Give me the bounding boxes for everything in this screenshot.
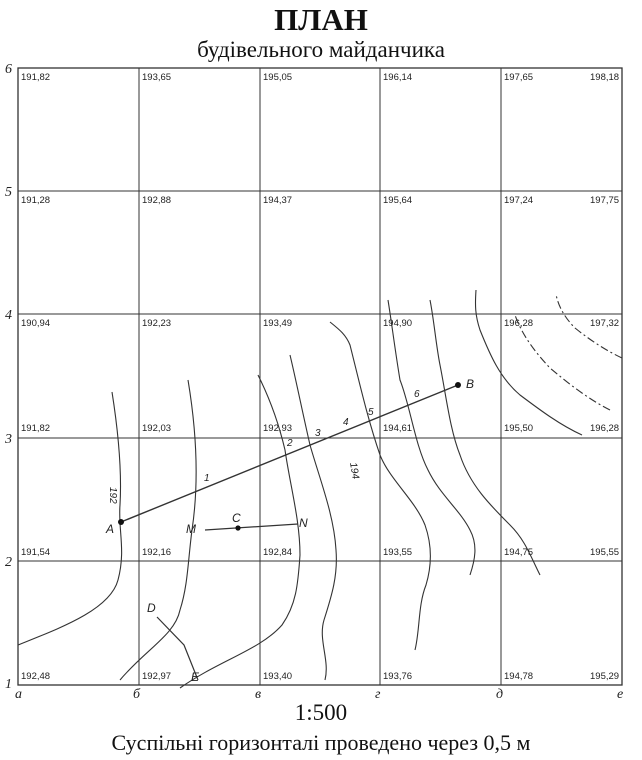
- column-label-e: е: [617, 687, 624, 700]
- elevation-a4: 190,94: [21, 318, 51, 329]
- elevation-v6: 195,05: [263, 72, 293, 83]
- row-label-6: 6: [5, 62, 12, 77]
- elevation-a2: 191,54: [21, 547, 51, 558]
- segment-mn: [205, 524, 298, 530]
- point-a-dot: [118, 519, 124, 525]
- elevation-d4: 196,28: [504, 318, 534, 329]
- elevation-g4: 194,90: [383, 318, 413, 329]
- elevation-d6: 197,65: [504, 72, 534, 83]
- elevation-a1: 192,48: [21, 671, 51, 682]
- intersection-1: 1: [204, 473, 210, 484]
- elevation-d3: 195,50: [504, 423, 534, 434]
- row-label-1: 1: [5, 677, 12, 692]
- elevation-e6: 198,18: [590, 72, 620, 83]
- elevation-e2: 195,55: [590, 547, 620, 558]
- elevation-a3: 191,82: [21, 423, 51, 434]
- column-label-a: а: [15, 687, 22, 700]
- elevation-b1: 192,97: [142, 671, 172, 682]
- map-title: ПЛАН: [274, 2, 368, 37]
- elevation-e1: 195,29: [590, 671, 620, 682]
- elevation-d2: 194,75: [504, 547, 534, 558]
- point-n-label: N: [299, 516, 308, 530]
- elevation-g3: 194,61: [383, 423, 413, 434]
- intersection-4: 4: [343, 417, 349, 428]
- elevation-e4: 197,32: [590, 318, 620, 329]
- elevation-e3: 196,28: [590, 423, 620, 434]
- elevation-g5: 195,64: [383, 195, 413, 206]
- intersection-5: 5: [368, 407, 374, 418]
- column-label-d: д: [496, 687, 504, 700]
- intersection-2: 2: [287, 438, 293, 449]
- grid-verticals: [139, 68, 501, 685]
- row-label-3: 3: [5, 432, 12, 447]
- intersection-3: 3: [315, 428, 321, 439]
- elevation-g1: 193,76: [383, 671, 413, 682]
- segment-ab: [121, 385, 458, 522]
- grid-horizontals: [18, 191, 622, 561]
- plan-frame: [18, 68, 622, 685]
- elevation-d1: 194,78: [504, 671, 534, 682]
- point-c-dot: [235, 525, 240, 530]
- contour-label-194: 194: [347, 461, 361, 480]
- point-a-label: A: [106, 522, 115, 536]
- point-d-label: D: [147, 601, 156, 615]
- map-subtitle: будівельного майданчика: [197, 37, 445, 62]
- elevation-g2: 193,55: [383, 547, 413, 558]
- elevation-a5: 191,28: [21, 195, 51, 206]
- elevation-e5: 197,75: [590, 195, 620, 206]
- row-label-4: 4: [5, 308, 12, 323]
- elevation-d5: 197,24: [504, 195, 534, 206]
- row-label-5: 5: [5, 185, 12, 200]
- point-b-dot: [455, 382, 461, 388]
- elevation-b4: 192,23: [142, 318, 172, 329]
- elevation-b2: 192,16: [142, 547, 172, 558]
- elevation-b3: 192,03: [142, 423, 172, 434]
- elevation-g6: 196,14: [383, 72, 413, 83]
- contour-label-192: 192: [107, 487, 118, 504]
- row-label-2: 2: [5, 555, 12, 570]
- elevation-v4: 193,49: [263, 318, 293, 329]
- elevation-a6: 191,82: [21, 72, 51, 83]
- column-label-v: в: [255, 687, 262, 700]
- elevation-v2: 192,84: [263, 547, 293, 558]
- point-b-label: B: [466, 377, 475, 391]
- point-c-label: C: [232, 511, 241, 525]
- contour-interval-note: Суспільні горизонталі проведено через 0,5 м: [111, 730, 531, 755]
- intersection-6: 6: [414, 389, 420, 400]
- point-e-label: E: [191, 670, 200, 684]
- point-m-label: M: [186, 522, 196, 536]
- map-scale: 1:500: [294, 700, 348, 725]
- elevation-b5: 192,88: [142, 195, 172, 206]
- elevation-v3: 192,93: [263, 423, 293, 434]
- column-label-b: б: [133, 687, 141, 700]
- elevation-b6: 193,65: [142, 72, 172, 83]
- column-label-g: г: [375, 687, 381, 700]
- elevation-v5: 194,37: [263, 195, 293, 206]
- elevation-v1: 193,40: [263, 671, 293, 682]
